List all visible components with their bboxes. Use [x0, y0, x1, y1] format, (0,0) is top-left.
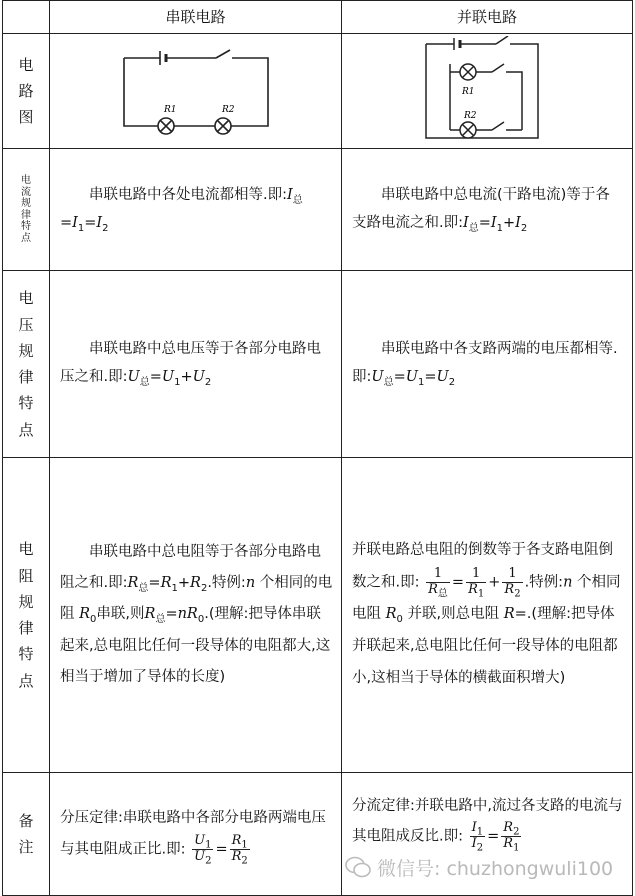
series-resistance-text: 串联电路中总电阻等于各部分电路电阻之和.即$:R_总=R_1+R_2$.特例:n 个相同的电阻 $R_0$串联,则$R_总=nR_0$.(理解:把导体串联起来,总电阻比任何一段导体的电阻都大,这相当于增加了导体的长度) [50, 458, 342, 773]
parallel-notes-text: 分流定律:并联电路中,流过各支路的电流与其电阻成反比.即: $\frac{I_1}{I_2}$ = $\frac{R_2}{R_1}$ [342, 773, 633, 896]
parallel-voltage-text: 串联电路中各支路两端的电压都相等.即$:U_总=U_1=U_2$ [342, 271, 633, 458]
header-series: 串联电路 [50, 1, 342, 34]
fraction-r1-r2: $\frac{R_1}{R_2}$ [231, 832, 248, 867]
fraction-r2-r1: $\frac{R_2}{R_1}$ [503, 820, 520, 854]
fraction-i1-i2: $\frac{I_1}{I_2}$ [471, 820, 484, 854]
label-r1: R1 [163, 105, 177, 115]
corner-cell [3, 1, 50, 34]
series-current-text: 串联电路中各处电流都相等.即$:I_总=I_1=I_2$ [50, 149, 342, 271]
series-notes-text: 分压定律:串联电路中各部分电路两端电压与其电阻成正比.即: $\frac{U_1}{U_2}$ = $\frac{R_1}{R_2}$ [50, 773, 342, 896]
parallel-circuit-diagram [422, 36, 552, 146]
fraction-1-over-rtotal: $\frac{1}{R_总}$ [428, 565, 448, 600]
wechat-icon [345, 856, 371, 878]
label-r1: R1 [462, 87, 475, 97]
label-r2: R2 [221, 105, 235, 115]
row-header-current: 电 流 规 律 特 点 [3, 149, 50, 271]
fraction-1-over-r2: $\frac{1}{R_2}$ [504, 565, 521, 600]
diagram-row [3, 34, 633, 149]
parallel-current-text: 串联电路中总电流(干路电流)等于各支路电流之和.即$:I_总=I_1+I_2$ [342, 149, 633, 271]
fraction-1-over-r1: $\frac{1}{R_1}$ [468, 565, 485, 600]
label-r2: R2 [464, 111, 477, 121]
row-header-voltage: 电 压 规 律 特 点 [3, 271, 50, 458]
header-parallel: 并联电路 [342, 1, 633, 34]
parallel-resistance-text: 并联电路总电阻的倒数等于各支路电阻倒数之和.即: $\frac{1}{R_总}$ = $\frac{1}{R_1}$ + $\frac{1}{R_2}$ .特例:n 个相同电阻 $R_0$ 并联,则总电阻 R=.(理解:把导体并联起来,总电阻比任何一段导体的电阻都小,这相当于导体的横截面积增大) [342, 458, 633, 773]
row-header-diagram: 电 路 图 [3, 34, 50, 149]
voltage-row [3, 271, 633, 458]
header-row [3, 1, 633, 34]
series-circuit-diagram [116, 46, 276, 136]
series-circuit-cell [50, 34, 342, 149]
current-row [3, 149, 633, 271]
watermark-text: 微信号: chuzhongwuli100 [377, 857, 614, 880]
row-header-notes: 备 注 [3, 773, 50, 896]
row-header-resistance: 电 阻 规 律 特 点 [3, 458, 50, 773]
fraction-u1-u2: $\frac{U_1}{U_2}$ [194, 832, 212, 867]
series-voltage-text: 串联电路中总电压等于各部分电路电压之和.即$:U_总=U_1+U_2$ [50, 271, 342, 458]
resistance-row [3, 458, 633, 773]
watermark [345, 852, 630, 882]
comparison-table [2, 0, 633, 896]
parallel-circuit-cell [342, 34, 633, 149]
